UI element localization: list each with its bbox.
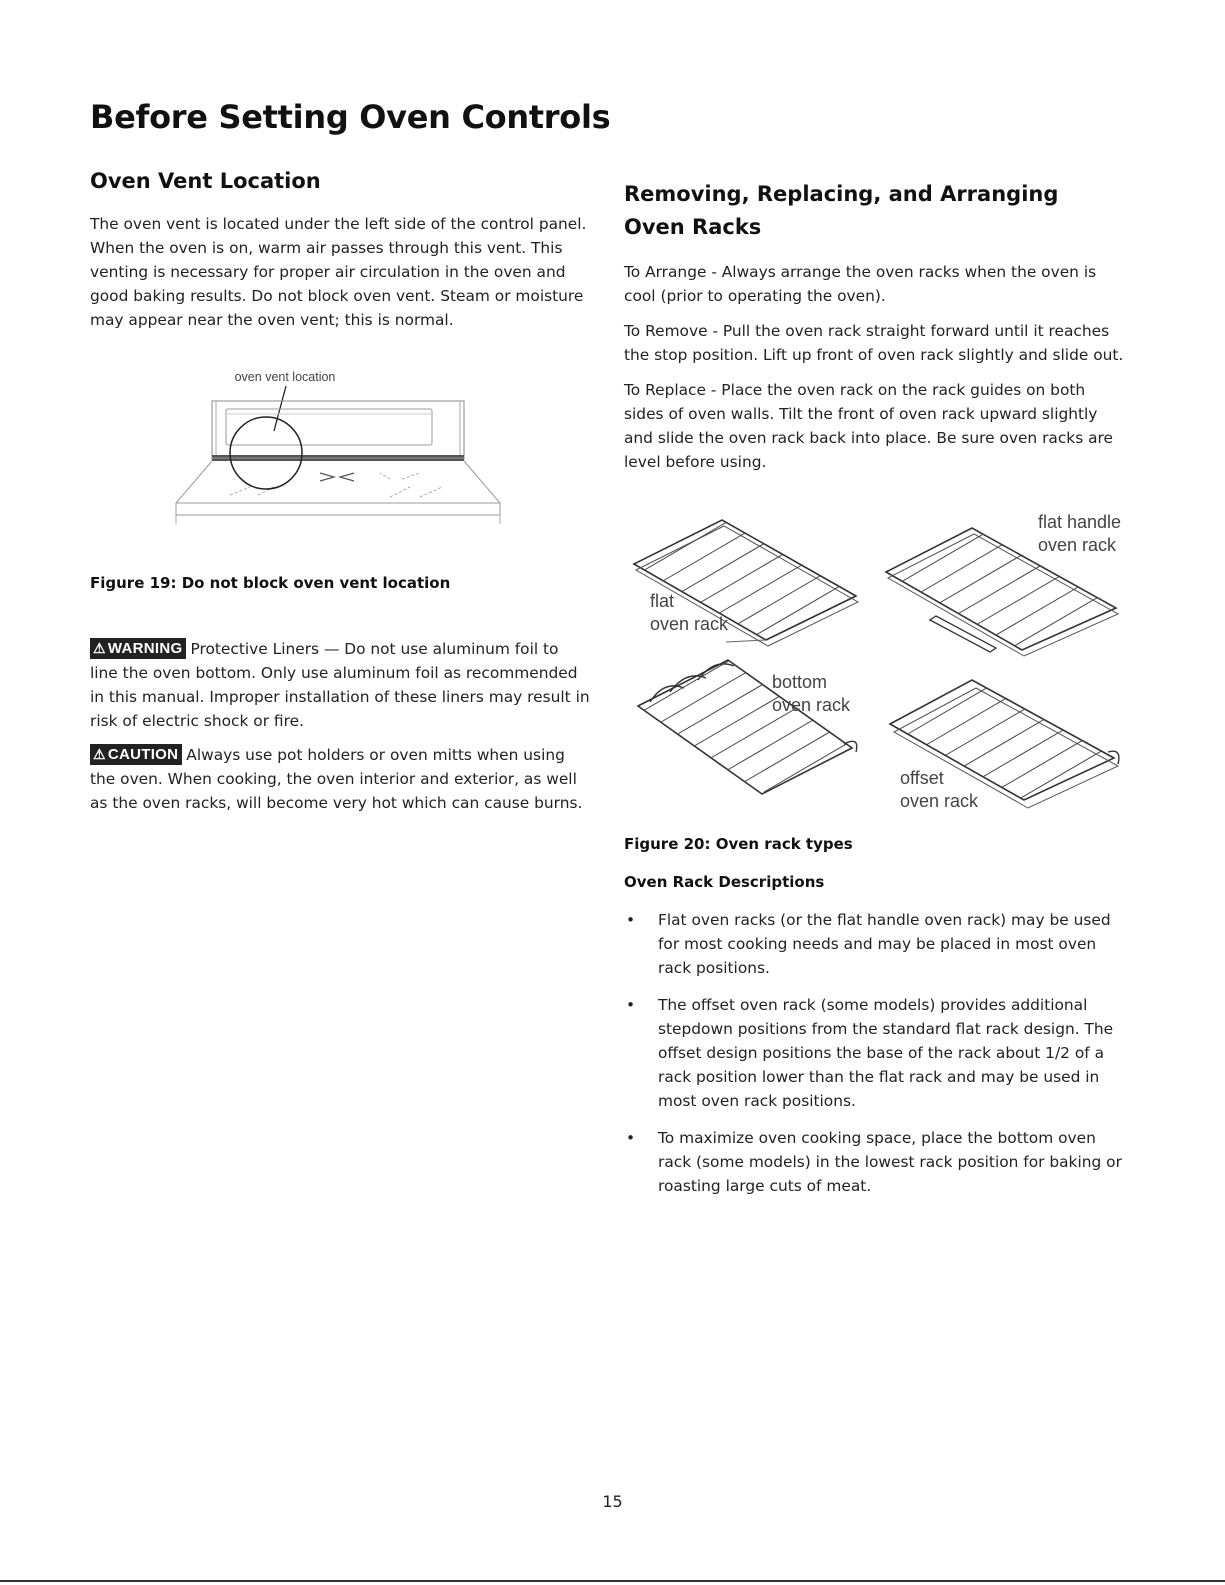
bottom-rack-illustration <box>624 652 884 794</box>
bottom-rack-label-1: bottom <box>772 672 828 692</box>
offset-rack-label-1: offset <box>900 768 944 788</box>
oven-racks-figure <box>624 512 1124 822</box>
page-title: Before Setting Oven Controls <box>90 98 611 136</box>
page-number: 15 <box>602 1492 623 1511</box>
warning-text: Protective Liners — Do not use aluminum foil to line the oven bottom. Only use aluminum foil as recommended in this manual. Improper installation of these liners may result in risk of electric shock or fire. <box>90 640 590 730</box>
list-item: • To maximize oven cooking space, place the bottom oven rack (some models) in the lowest rack position for baking or roasting large cuts of meat. <box>624 1126 1124 1198</box>
rack-descriptions-title: Oven Rack Descriptions <box>624 873 825 891</box>
rack-descriptions-list <box>624 908 1124 1198</box>
flat-rack-label-2: oven rack <box>650 614 729 634</box>
oven-vent-figure-label: oven vent location <box>234 370 336 384</box>
figure-19-caption: Figure 19: Do not block oven vent location <box>90 574 451 592</box>
offset-rack-label-2: oven rack <box>900 791 979 811</box>
warning-notice <box>90 637 590 733</box>
oven-vent-section <box>90 165 590 815</box>
flat-handle-label-2: oven rack <box>1038 535 1117 555</box>
oven-racks-section <box>624 178 1124 1211</box>
caution-text: Always use pot holders or oven mitts when using the oven. When cooking, the oven interior and exterior, as well as the oven racks, will become very hot which can cause burns. <box>90 746 583 812</box>
arrange-paragraph: To Arrange - Always arrange the oven racks when the oven is cool (prior to operating the oven). <box>624 263 1097 305</box>
caution-notice <box>90 743 590 815</box>
bottom-divider <box>0 1580 1225 1582</box>
replace-paragraph: To Replace - Place the oven rack on the rack guides on both sides of oven walls. Tilt the front of oven rack upward slightly and slide the oven rack back into place. Be sure oven racks are level before using. <box>624 381 1114 471</box>
oven-vent-figure <box>90 369 590 559</box>
oven-racks-heading: Removing, Replacing, and Arranging Oven Racks <box>624 182 1059 239</box>
bullet-icon: • <box>626 1129 636 1147</box>
warning-triangle-icon: ⚠ <box>93 640 106 656</box>
list-item: • Flat oven racks (or the flat handle oven rack) may be used for most cooking needs and may be placed in most oven rack positions. <box>624 908 1124 980</box>
list-item: • The offset oven rack (some models) provides additional stepdown positions from the standard flat rack design. The offset design positions the base of the rack about 1/2 of a rack position lower than the flat rack and may be used in most oven rack positions. <box>624 993 1124 1113</box>
oven-vent-heading: Oven Vent Location <box>90 169 321 193</box>
figure-20-caption: Figure 20: Oven rack types <box>624 835 853 853</box>
remove-paragraph: To Remove - Pull the oven rack straight forward until it reaches the stop position. Lift up front of oven rack slightly and slide out. <box>624 322 1124 364</box>
oven-vent-paragraph: The oven vent is located under the left side of the control panel. When the oven is on, warm air passes through this vent. This venting is necessary for proper air circulation in the oven and good baking results. Do not block oven vent. Steam or moisture may appear near the oven vent; this is normal. <box>90 215 587 329</box>
caution-triangle-icon: ⚠ <box>93 746 106 762</box>
caution-badge: ⚠ CAUTION <box>90 744 182 765</box>
bullet-icon: • <box>626 911 636 929</box>
warning-badge: ⚠ WARNING <box>90 638 186 659</box>
bullet-icon: • <box>626 996 636 1014</box>
flat-handle-label-1: flat handle <box>1038 512 1122 532</box>
bottom-rack-label-2: oven rack <box>772 695 851 715</box>
flat-rack-label-1: flat <box>650 591 675 611</box>
